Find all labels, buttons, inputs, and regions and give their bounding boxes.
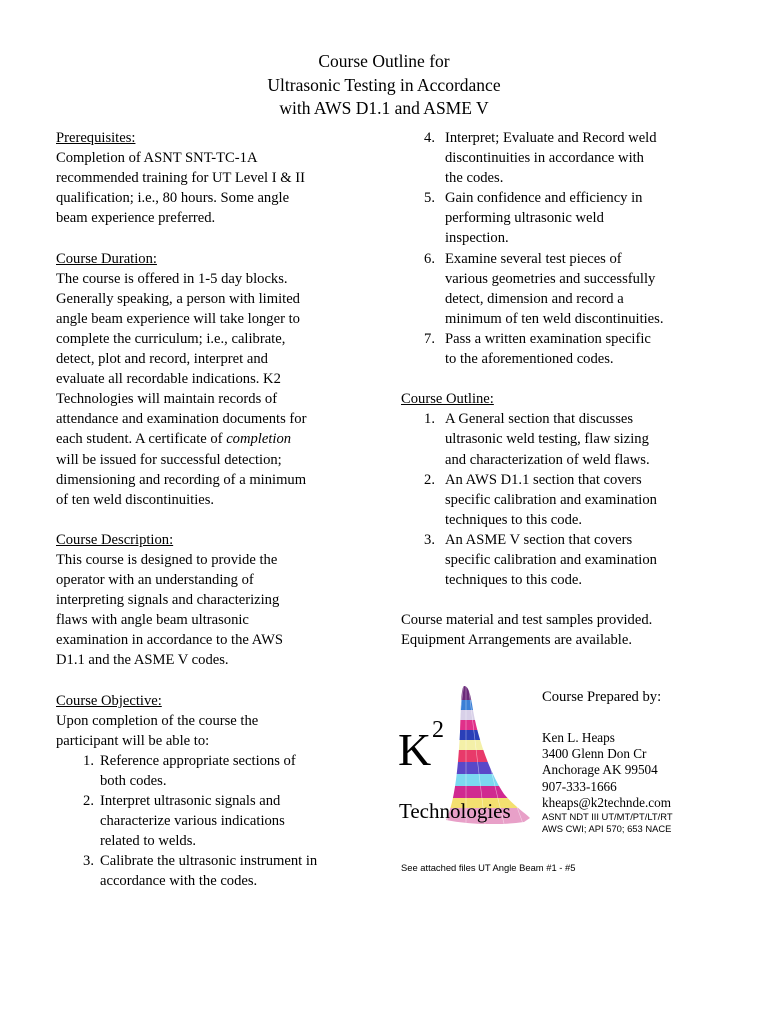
- text-line: Generally speaking, a person with limited: [56, 290, 300, 307]
- list-number: 2.: [83, 793, 94, 810]
- list-number: 7.: [424, 330, 435, 347]
- list-item: [401, 470, 721, 530]
- list-number: 3.: [424, 531, 435, 548]
- objective-intro: [56, 711, 366, 751]
- text-line: the codes.: [445, 170, 504, 187]
- text-line: participant will be able to:: [56, 732, 210, 749]
- description-text: [56, 550, 366, 671]
- contact-block: [542, 730, 673, 834]
- contact-address-1: 3400 Glenn Don Cr: [542, 746, 647, 762]
- text-line: interpreting signals and characterizing: [56, 592, 280, 609]
- title-line-2: Ultrasonic Testing in Accordance: [267, 74, 501, 95]
- logo-superscript-2: 2: [432, 717, 444, 743]
- objective-list: [56, 751, 366, 892]
- list-number: 4.: [424, 130, 435, 146]
- list-number: 1.: [424, 411, 435, 428]
- list-item: [401, 409, 721, 469]
- list-item: [401, 188, 721, 248]
- text-line: various geometries and successfully: [445, 270, 656, 287]
- text-line: Calibrate the ultrasonic instrument in: [100, 853, 318, 870]
- text-line: flaws with angle beam ultrasonic: [56, 612, 249, 629]
- objective-heading: Course Objective:: [56, 692, 162, 709]
- right-column: [401, 128, 721, 650]
- text-line: This course is designed to provide the: [56, 551, 278, 568]
- text-line: recommended training for UT Level I & II: [56, 170, 305, 187]
- text-line: Course material and test samples provided.: [401, 612, 653, 629]
- duration-heading: Course Duration:: [56, 250, 157, 267]
- text-line: complete the curriculum; i.e., calibrate,: [56, 330, 286, 347]
- title-line-1: Course Outline for: [318, 51, 450, 71]
- contact-certifications-2: AWS CWI; API 570; 653 NACE: [542, 822, 672, 834]
- text-line: minimum of ten weld discontinuities.: [445, 310, 664, 327]
- text-line: Interpret; Evaluate and Record weld: [445, 130, 657, 146]
- materials-text: [401, 610, 721, 650]
- list-item: [56, 851, 366, 891]
- text-line: performing ultrasonic weld: [445, 210, 604, 227]
- prerequisites-text: [56, 148, 366, 228]
- text-line: evaluate all recordable indications. K2: [56, 371, 281, 388]
- text-line: specific calibration and examination: [445, 491, 657, 508]
- text-line: related to welds.: [100, 833, 197, 850]
- list-number: 5.: [424, 190, 435, 207]
- prerequisites-heading: Prerequisites:: [56, 130, 136, 146]
- text-line: techniques to this code.: [445, 572, 582, 589]
- list-item: [401, 530, 721, 590]
- text-fragment: each student. A certificate of: [56, 431, 227, 448]
- duration-text: [56, 269, 366, 510]
- text-line: qualification; i.e., 80 hours. Some angle: [56, 190, 290, 207]
- text-line: angle beam experience will take longer to: [56, 310, 300, 327]
- text-line: ultrasonic weld testing, flaw sizing: [445, 431, 649, 448]
- text-line: inspection.: [445, 230, 509, 247]
- list-number: 2.: [424, 471, 435, 488]
- text-line: examination in accordance to the AWS: [56, 632, 283, 649]
- text-line: The course is offered in 1-5 day blocks.: [56, 270, 288, 287]
- text-line: Reference appropriate sections of: [100, 752, 296, 769]
- text-line: Technologies will maintain records of: [56, 391, 278, 408]
- text-line: An ASME V section that covers: [445, 531, 633, 548]
- text-line: Interpret ultrasonic signals and: [100, 793, 281, 810]
- list-item: [401, 329, 721, 369]
- text-line: Completion of ASNT SNT-TC-1A: [56, 150, 258, 167]
- prepared-by-label: Course Prepared by:: [542, 689, 662, 705]
- title-line-3: with AWS D1.1 and ASME V: [279, 98, 489, 118]
- text-line: Equipment Arrangements are available.: [401, 632, 632, 649]
- list-item: [56, 751, 366, 791]
- contact-address-2: Anchorage AK 99504: [542, 762, 658, 778]
- text-line: will be issued for successful detection;: [56, 451, 282, 468]
- text-line: specific calibration and examination: [445, 551, 657, 568]
- text-line: detect, plot and record, interpret and: [56, 351, 268, 368]
- text-line: operator with an understanding of: [56, 572, 254, 589]
- text-line: techniques to this code.: [445, 511, 582, 528]
- outline-heading: Course Outline:: [401, 391, 494, 408]
- document-title: [0, 50, 768, 121]
- logo-letter-k: K: [398, 724, 432, 775]
- list-item: [401, 128, 721, 188]
- text-line: An AWS D1.1 section that covers: [445, 471, 642, 488]
- text-line: Gain confidence and efficiency in: [445, 190, 643, 207]
- list-number: 1.: [83, 752, 94, 769]
- attached-files-note: See attached files UT Angle Beam #1 - #5: [401, 862, 576, 873]
- logo-technologies-word: Technologies: [399, 799, 511, 823]
- outline-list: [401, 409, 721, 590]
- text-line: detect, dimension and record a: [445, 290, 624, 307]
- text-line: and characterization of weld flaws.: [445, 451, 650, 468]
- text-line: beam experience preferred.: [56, 210, 216, 227]
- text-line: attendance and examination documents for: [56, 411, 307, 428]
- text-line: Examine several test pieces of: [445, 250, 622, 267]
- text-line: D1.1 and the ASME V codes.: [56, 652, 229, 669]
- text-line: A General section that discusses: [445, 411, 634, 428]
- objective-list-continued: [401, 128, 721, 369]
- contact-email: kheaps@k2techndе.com: [542, 794, 671, 810]
- text-line: Pass a written examination specific: [445, 330, 651, 347]
- contact-phone: 907-333-1666: [542, 778, 617, 794]
- list-number: 6.: [424, 250, 435, 267]
- text-line: to the aforementioned codes.: [445, 351, 614, 368]
- emphasis-completion: completion: [226, 431, 292, 448]
- list-item: [56, 791, 366, 851]
- contact-name: Ken L. Heaps: [542, 730, 615, 745]
- list-number: 3.: [83, 853, 94, 870]
- text-line: characterize various indications: [100, 813, 285, 830]
- contact-certifications-1: ASNT NDT III UT/MT/PT/LT/RT: [542, 811, 673, 823]
- text-line: [56, 429, 366, 449]
- text-line: dimensioning and recording of a minimum: [56, 471, 307, 488]
- text-line: of ten weld discontinuities.: [56, 491, 215, 508]
- text-line: Upon completion of the course the: [56, 712, 259, 729]
- list-item: [401, 249, 721, 329]
- text-line: discontinuities in accordance with: [445, 150, 644, 167]
- description-heading: Course Description:: [56, 531, 174, 548]
- text-line: accordance with the codes.: [100, 873, 258, 890]
- text-line: both codes.: [100, 773, 167, 789]
- left-column: [56, 128, 366, 892]
